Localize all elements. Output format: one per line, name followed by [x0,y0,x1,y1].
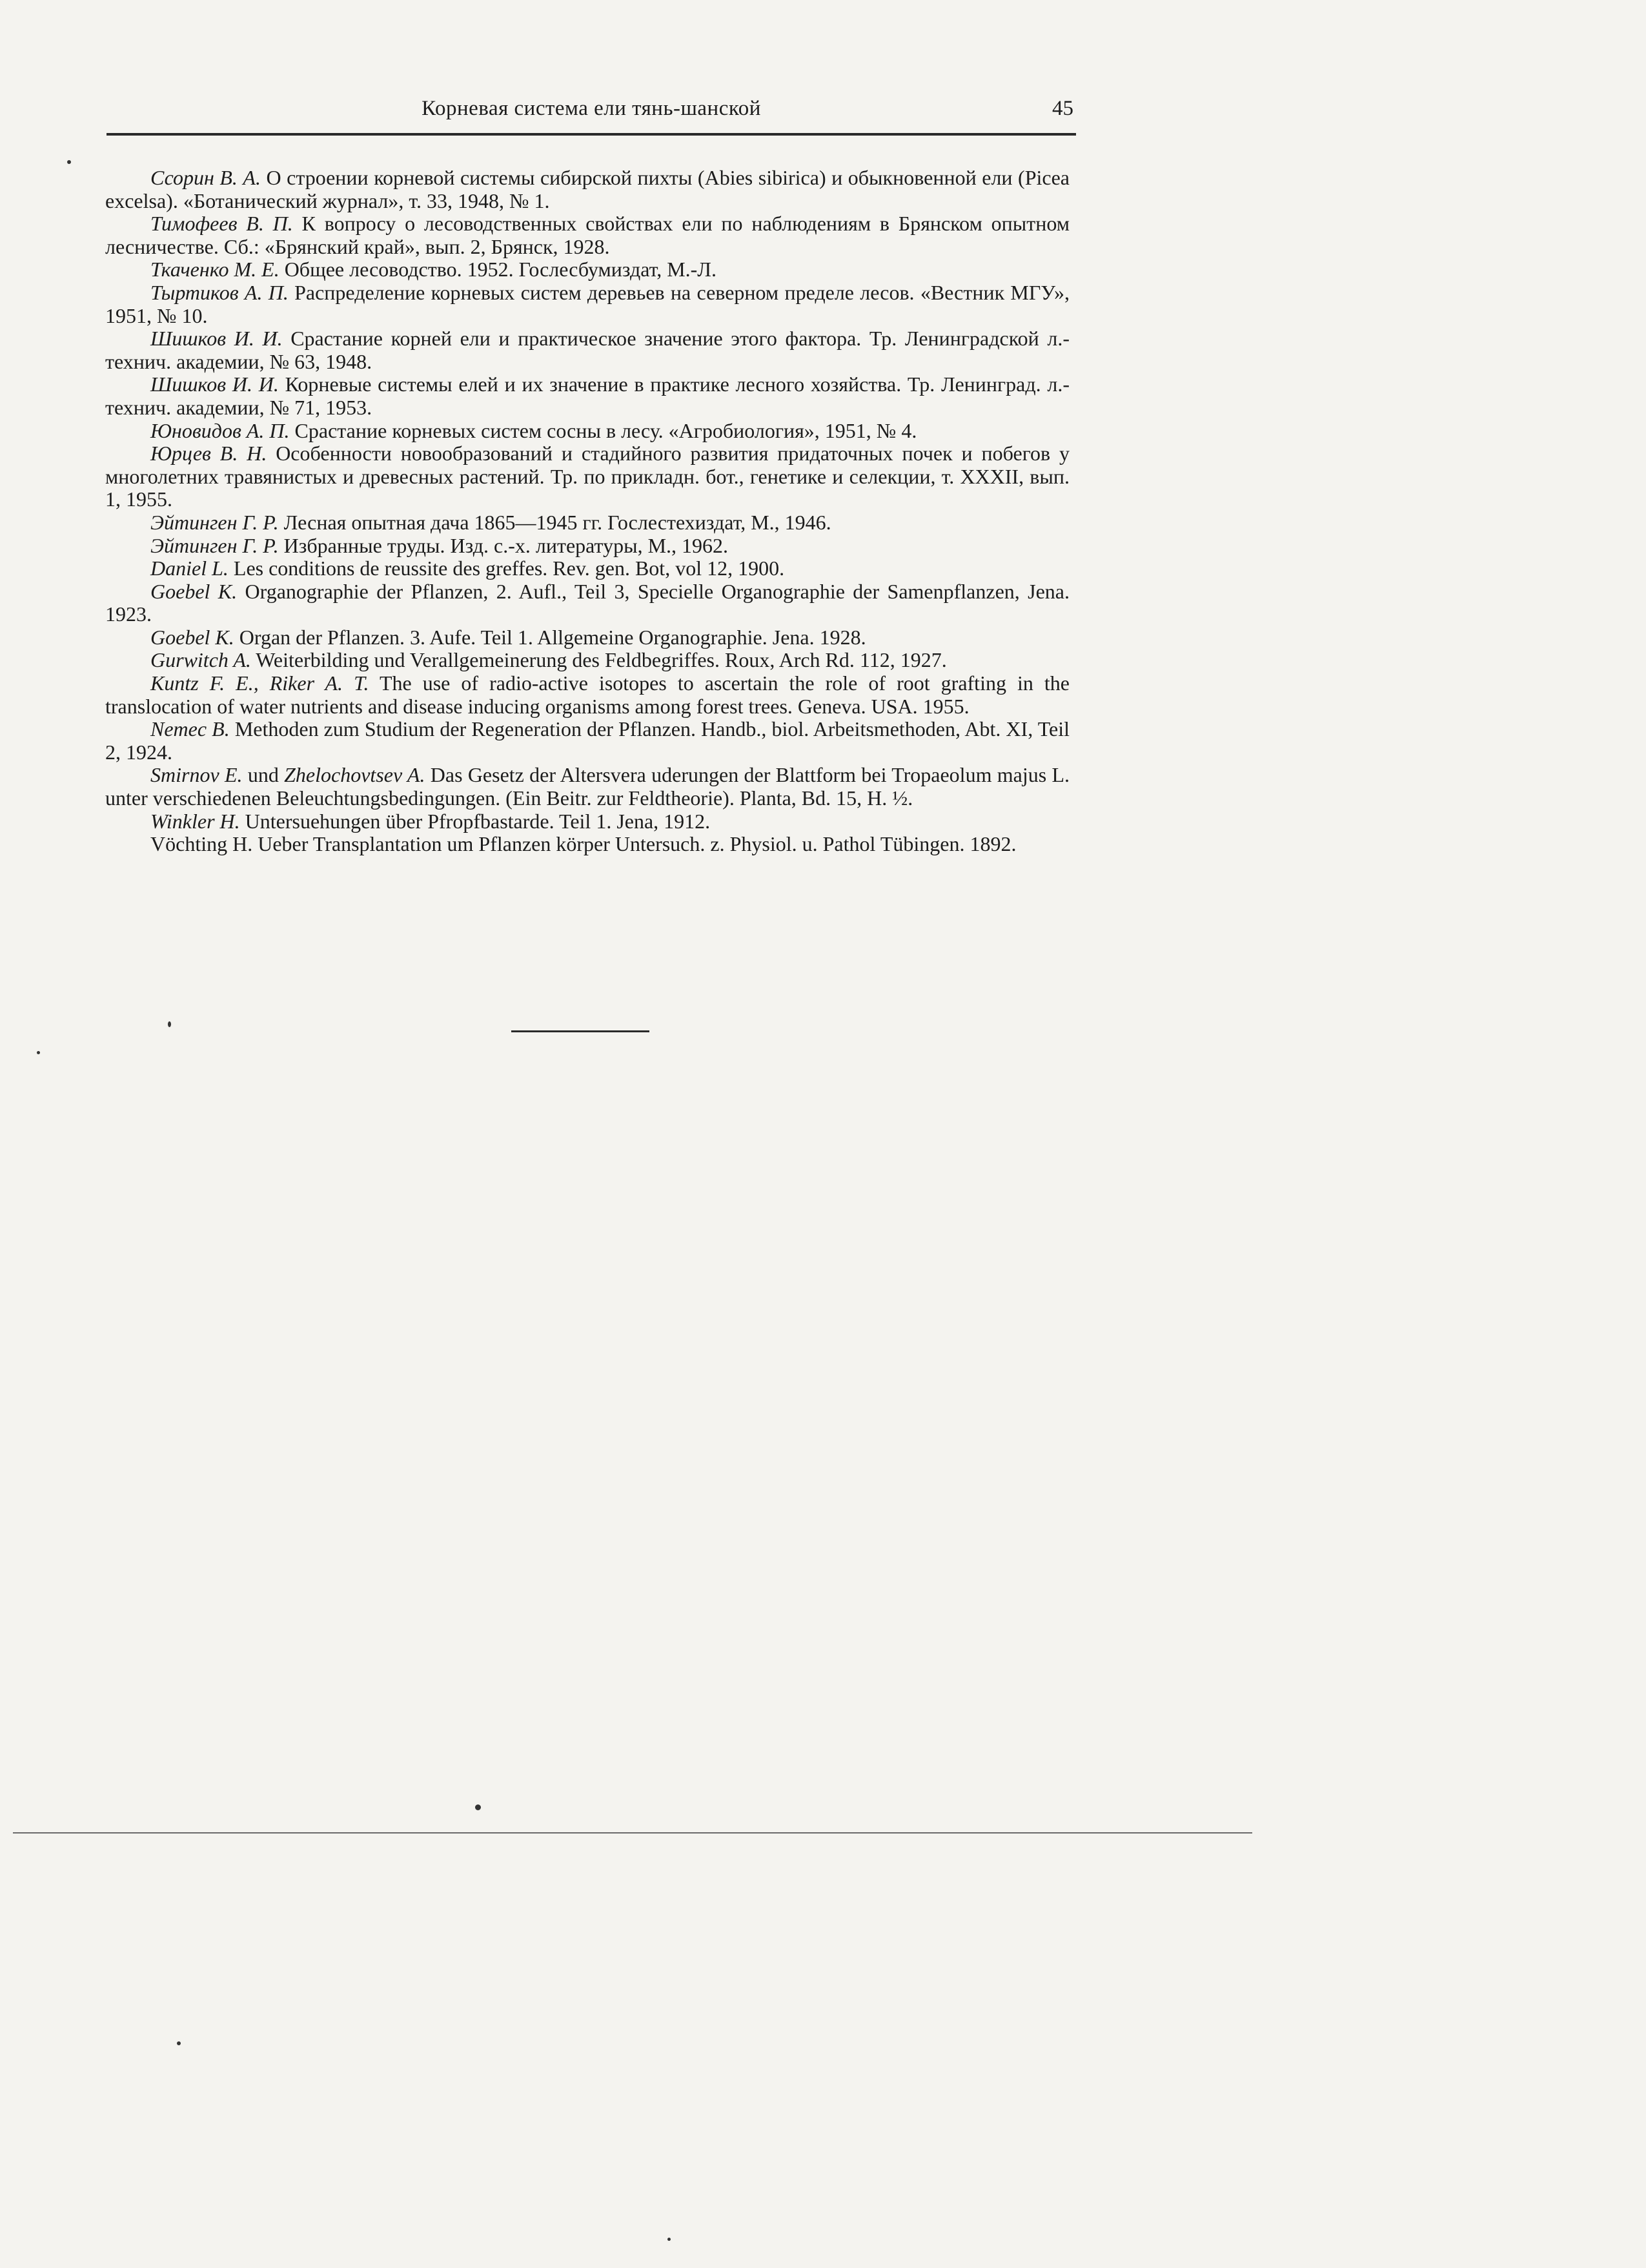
scan-speck [168,1021,171,1027]
reference-item [105,258,1070,281]
reference-text: Methoden zum Studium der Regeneration der Pflanzen. Handb., biol. Arbeitsmethoden, Abt. XI, Teil 2, 1924. [105,717,1070,764]
reference-item [105,764,1070,810]
reference-text: Organographie der Pflanzen, 2. Aufl., Teil 3, Specielle Organographie der Samenpflanzen, Jena. 1923. [105,579,1070,626]
reference-item [105,535,1070,558]
reference-author: Юновидов А. П. [150,418,290,442]
reference-item [105,442,1070,511]
reference-item [105,373,1070,419]
reference-author: Тыртиков А. П. [150,280,289,304]
reference-author: Эйтинген Г. Р. [150,510,279,534]
reference-text: Weiterbilding und Verallgemeinerung des Feldbegriffes. Roux, Arch Rd. 112, 1927. [250,648,947,672]
reference-text: Vöchting H. Ueber Transplantation um Pflanzen körper Untersuch. z. Physiol. u. Pathol Tübingen. 1892. [150,832,1017,856]
reference-author: Goebel K. [150,625,234,649]
reference-item [105,281,1070,327]
reference-author: Тимофеев В. П. [150,212,293,236]
reference-item [105,810,1070,833]
reference-author: Ткаченко М. Е. [150,258,279,281]
reference-coauthor: Zhelochovtsev A. [284,763,425,787]
reference-item [105,327,1070,373]
reference-author: Шишков И. И. [150,373,279,396]
reference-text: О строении корневой системы сибирской пихты (Abies sibirica) и обыкновенной ели (Picea excelsa). «Ботанический журнал», т. 33, 1948, № 1. [105,166,1070,212]
reference-author: Юрцев В. Н. [150,442,267,465]
reference-item [105,557,1070,580]
reference-author: Gurwitch A. [150,648,251,672]
scan-speck [177,2041,181,2045]
reference-text: The use of radio-active isotopes to ascertain the role of root grafting in the translocation of water nutrients and disease inducing organisms among forest trees. Geneva. USA. 1955. [105,671,1070,718]
reference-item [105,420,1070,443]
reference-item [105,167,1070,212]
reference-author: Winkler H. [150,809,240,833]
reference-author: Ссорин В. А. [150,166,261,189]
reference-text: Особенности новообразований и стадийного развития придаточных почек и побегов у многолетних травянистых и древесных растений. Тр. по прикладн. бот., генетике и селекции, т. XXXII, вып. 1, 1955. [105,442,1070,511]
reference-item [105,511,1070,535]
reference-author: Smirnov E. [150,763,243,787]
reference-text: Les conditions de reussite des greffes. Rev. gen. Bot, vol 12, 1900. [228,557,785,580]
running-title: Корневая система ели тянь-шанской [422,97,761,120]
reference-text: Срастание корневых систем сосны в лесу. «Агробиология», 1951, № 4. [289,418,917,442]
page-trim-line [13,1832,1252,1834]
reference-author: Шишков И. И. [150,327,283,351]
reference-item [105,649,1070,672]
reference-item [105,580,1070,626]
reference-item [105,672,1070,718]
reference-text: Срастание корней ели и практическое значение этого фактора. Тр. Ленинградской л.-технич. академии, № 63, 1948. [105,327,1070,373]
reference-text: und [242,763,285,787]
page-header [107,92,1076,136]
page-number: 45 [1052,97,1073,120]
reference-text: Untersuehungen über Pfropfbastarde. Teil 1. Jena, 1912. [239,809,711,833]
reference-author: Daniel L. [150,557,229,580]
reference-list [105,167,1070,856]
reference-author: Эйтинген Г. Р. [150,533,279,557]
scan-speck [37,1051,40,1054]
scan-speck [67,160,71,164]
reference-text: Общее лесоводство. 1952. Гослесбумиздат, М.-Л. [279,258,716,281]
scan-speck [667,2238,671,2241]
scan-speck [475,1804,481,1810]
reference-text: К вопросу о лесоводственных свойствах ели по наблюдениям в Брянском опытном лесничестве. Сб.: «Брянский край», вып. 2, Брянск, 1928. [105,212,1070,258]
reference-text: Распределение корневых систем деревьев на северном пределе лесов. «Вестник МГУ», 1951, № 10. [105,280,1070,327]
reference-author: Goebel K. [150,579,238,603]
reference-text: Лесная опытная дача 1865—1945 гг. Гослестехиздат, М., 1946. [278,510,831,534]
end-of-list-rule [511,1030,649,1032]
reference-text: Избранные труды. Изд. с.-х. литературы, М., 1962. [278,533,729,557]
reference-item [105,718,1070,764]
reference-text: Organ der Pflanzen. 3. Aufe. Teil 1. Allgemeine Organographie. Jena. 1928. [234,625,866,649]
reference-item [105,212,1070,258]
reference-author: Nemec B. [150,717,230,741]
reference-item [105,626,1070,649]
reference-text: Корневые системы елей и их значение в практике лесного хозяйства. Тр. Ленинград. л.-технич. академии, № 71, 1953. [105,373,1070,419]
reference-text-continued: Das Gesetz der Altersvera uderungen der Blattform bei Tropaeolum majus L. unter verschiedenen Beleuchtungsbedingungen. (Ein Beitr. zur Feldtheorie). Planta, Bd. 15, H. ½. [105,763,1070,810]
reference-item [105,833,1070,856]
reference-author: Kuntz F. E., Riker A. T. [150,671,369,695]
